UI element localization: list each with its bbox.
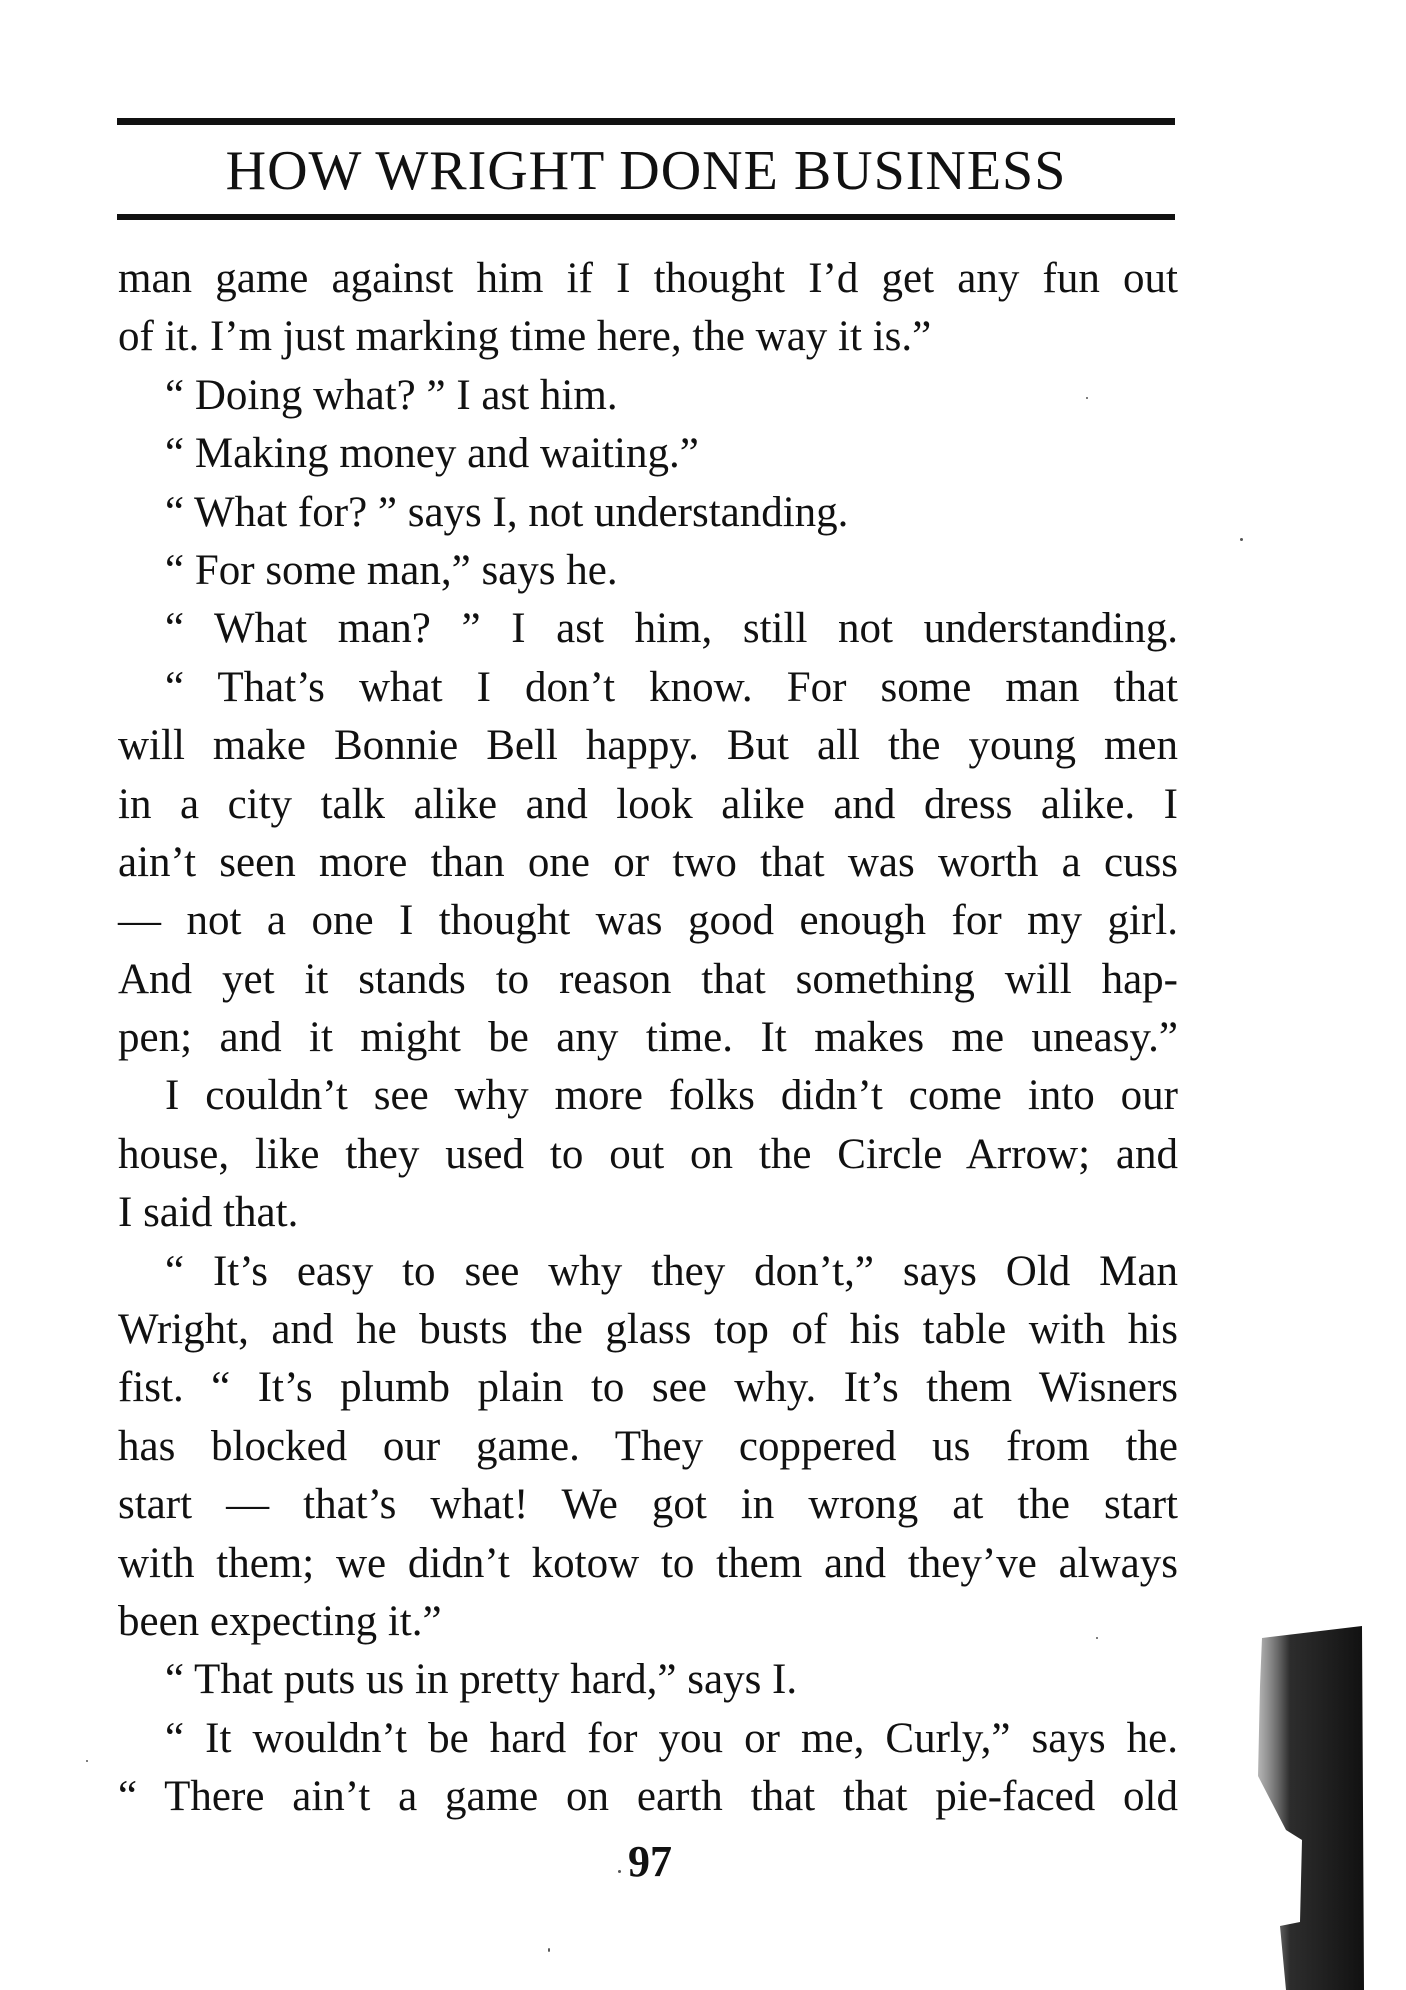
text-line: been expecting it.”	[118, 1597, 442, 1645]
text-line: “ Making money and waiting.”	[165, 430, 699, 478]
paper-speck	[548, 1948, 550, 1952]
text-line: man game against him if I thought I’d get any fun out	[118, 255, 1178, 302]
text-line: with them; we didn’t kotow to them and they’ve always	[118, 1539, 1178, 1587]
text-line: “ That puts us in pretty hard,” says I.	[165, 1656, 798, 1704]
text-line: in a city talk alike and look alike and dress alike. I	[118, 780, 1178, 828]
text-line: start — that’s what! We got in wrong at the start	[118, 1481, 1178, 1529]
header-rule-bottom	[117, 214, 1175, 220]
paper-speck	[1086, 397, 1088, 399]
text-line: house, like they used to out on the Circle Arrow; and	[118, 1130, 1178, 1178]
text-line: “ What for? ” says I, not understanding.	[165, 488, 849, 536]
text-line: ain’t seen more than one or two that was worth a cuss	[118, 838, 1178, 886]
text-line: fist. “ It’s plumb plain to see why. It’s them Wisners	[118, 1364, 1178, 1412]
text-line: Wright, and he busts the glass top of his table with his	[118, 1306, 1178, 1354]
text-line: “ For some man,” says he.	[165, 546, 618, 594]
text-line: “ That’s what I don’t know. For some man that	[165, 663, 1178, 711]
header-rule-top	[117, 118, 1175, 125]
text-line: I said that.	[118, 1189, 299, 1237]
text-line: of it. I’m just marking time here, the way it is.”	[118, 313, 932, 361]
paper-speck	[1240, 538, 1243, 541]
text-line: pen; and it might be any time. It makes me uneasy.”	[118, 1014, 1178, 1062]
text-line: “ It wouldn’t be hard for you or me, Curly,” says he.	[165, 1714, 1178, 1762]
page-number: 97	[628, 1837, 672, 1886]
text-line: “ It’s easy to see why they don’t,” says Old Man	[165, 1247, 1178, 1295]
text-line: “ What man? ” I ast him, still not understanding.	[165, 605, 1178, 653]
text-line: will make Bonnie Bell happy. But all the young men	[118, 722, 1178, 770]
body-text	[118, 250, 1178, 1827]
text-line: — not a one I thought was good enough for my girl.	[118, 897, 1178, 945]
text-line: And yet it stands to reason that something will hap-	[118, 955, 1178, 1003]
paper-speck	[618, 1870, 621, 1873]
text-line: has blocked our game. They coppered us from the	[118, 1422, 1178, 1470]
running-header: HOW WRIGHT DONE BUSINESS	[225, 140, 1067, 202]
text-line: I couldn’t see why more folks didn’t come into our	[165, 1072, 1178, 1120]
text-line: “ There ain’t a game on earth that that pie-faced old	[118, 1773, 1178, 1821]
scan-edge-smudge	[1256, 1626, 1366, 1990]
paper-speck	[86, 1760, 88, 1762]
paper-speck	[1096, 1637, 1098, 1639]
text-line: “ Doing what? ” I ast him.	[165, 371, 618, 419]
